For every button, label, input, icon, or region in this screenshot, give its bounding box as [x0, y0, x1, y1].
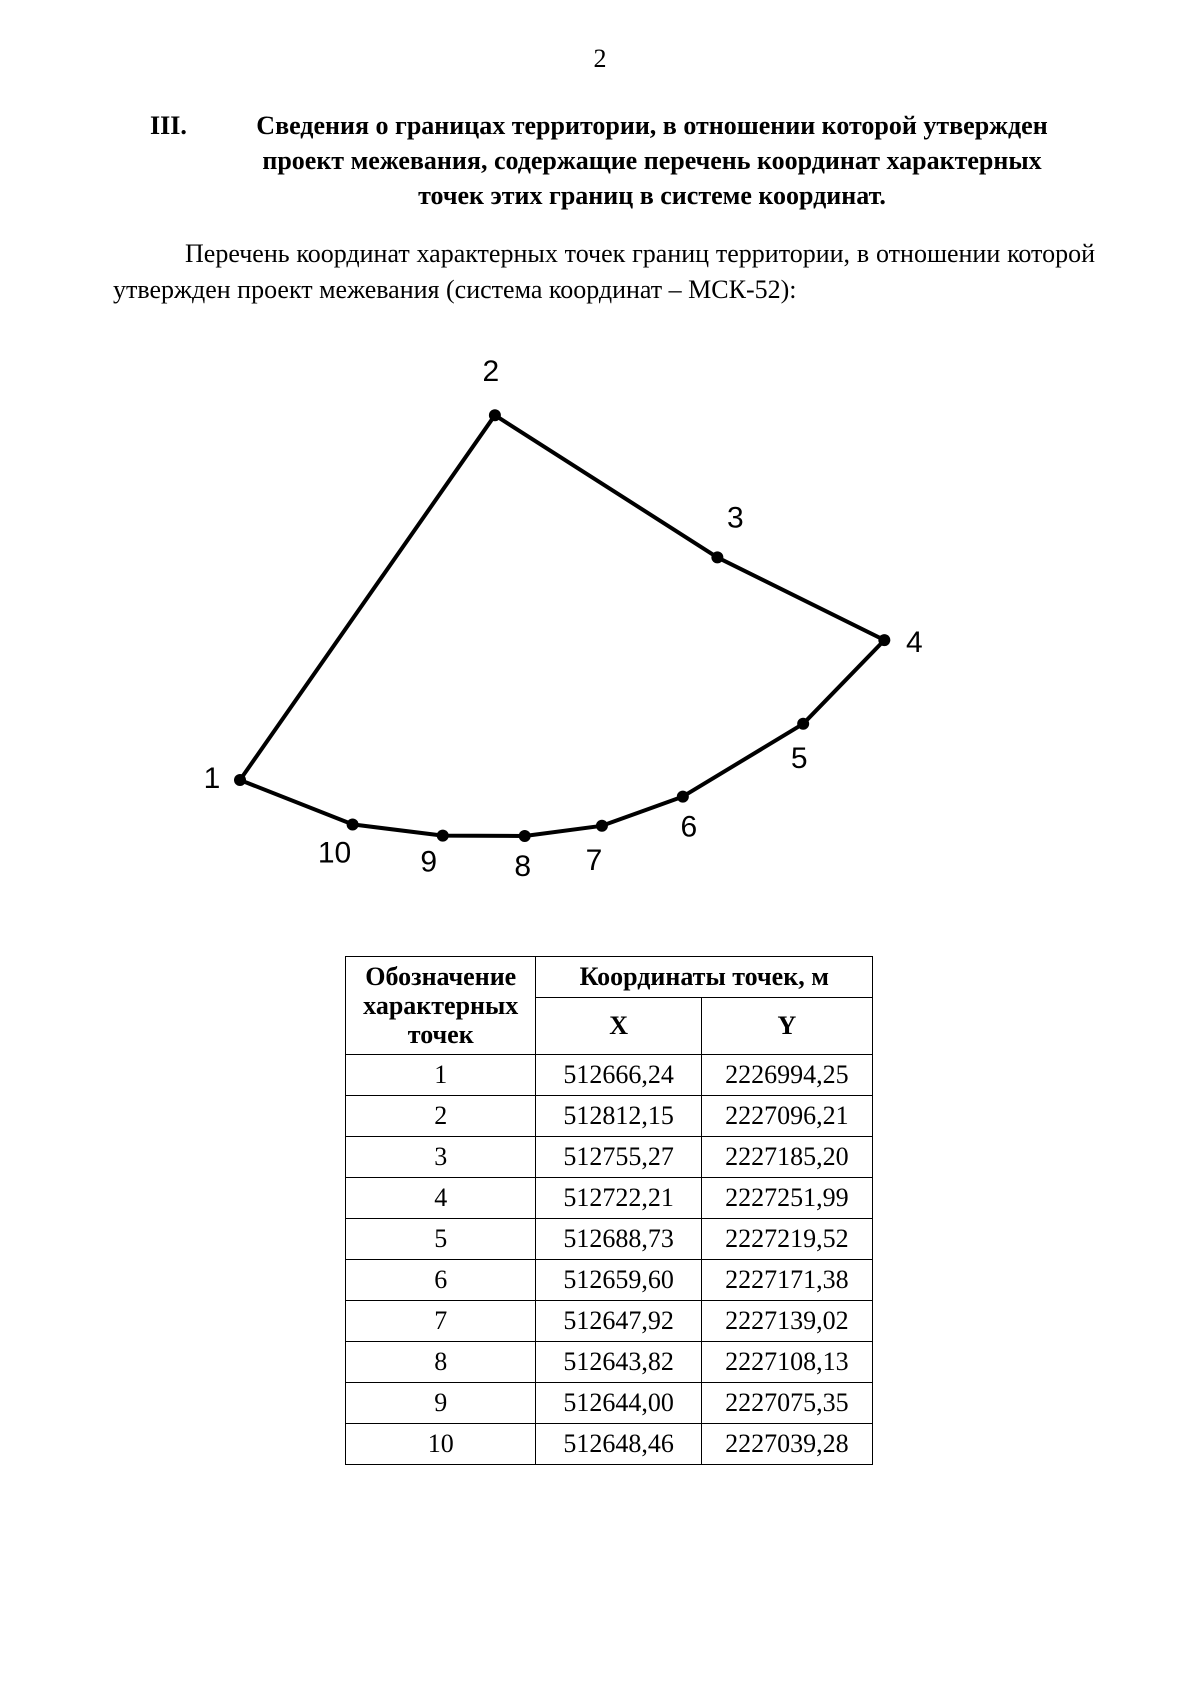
coordinates-header: Координаты точек, м — [536, 957, 873, 998]
boundary-line — [240, 415, 884, 836]
boundary-point-3 — [711, 551, 723, 563]
point-cell: 9 — [346, 1383, 536, 1424]
boundary-point-9 — [437, 830, 449, 842]
y-cell: 2227096,21 — [701, 1096, 872, 1137]
x-header: X — [536, 998, 701, 1055]
table-row — [346, 1055, 873, 1096]
point-cell: 6 — [346, 1260, 536, 1301]
x-cell: 512659,60 — [536, 1260, 701, 1301]
y-cell: 2227139,02 — [701, 1301, 872, 1342]
coordinates-table — [345, 956, 873, 1465]
section-title: Сведения о границах территории, в отношении которой утвержден проект межевания, содержащие перечень координат характерных точек этих границ в системе координат. — [256, 111, 1048, 210]
intro-paragraph: Перечень координат характерных точек границ территории, в отношении которой утвержден проект межевания (система координат – МСК-52): — [113, 239, 1095, 304]
boundary-point-1 — [234, 774, 246, 786]
boundary-point-8 — [519, 830, 531, 842]
table-row — [346, 1219, 873, 1260]
table-row — [346, 1301, 873, 1342]
y-cell: 2227219,52 — [701, 1219, 872, 1260]
point-designation-header: Обозначение характерных точек — [346, 957, 536, 1055]
x-cell: 512643,82 — [536, 1342, 701, 1383]
point-label-3: 3 — [727, 501, 744, 535]
point-cell: 10 — [346, 1424, 536, 1465]
x-cell: 512644,00 — [536, 1383, 701, 1424]
point-label-7: 7 — [585, 843, 603, 877]
x-cell: 512666,24 — [536, 1055, 701, 1096]
y-header: Y — [701, 998, 872, 1055]
section-roman-numeral: III. — [150, 111, 187, 140]
point-label-6: 6 — [680, 810, 698, 844]
table-row — [346, 1342, 873, 1383]
x-cell: 512755,27 — [536, 1137, 701, 1178]
boundary-point-5 — [797, 718, 809, 730]
y-cell: 2227108,13 — [701, 1342, 872, 1383]
boundary-point-10 — [347, 818, 359, 830]
point-cell: 5 — [346, 1219, 536, 1260]
point-label-10: 10 — [317, 836, 352, 870]
point-label-5: 5 — [790, 741, 808, 775]
table-row — [346, 1383, 873, 1424]
y-cell: 2227171,38 — [701, 1260, 872, 1301]
point-cell: 4 — [346, 1178, 536, 1219]
x-cell: 512812,15 — [536, 1096, 701, 1137]
boundary-point-6 — [677, 791, 689, 803]
boundary-points — [234, 409, 890, 842]
section-heading — [150, 108, 1070, 213]
boundary-point-7 — [596, 820, 608, 832]
page-number: 2 — [593, 44, 607, 73]
x-cell: 512688,73 — [536, 1219, 701, 1260]
table-row — [346, 1424, 873, 1465]
y-cell: 2227251,99 — [701, 1178, 872, 1219]
point-label-9: 9 — [420, 845, 438, 879]
x-cell: 512647,92 — [536, 1301, 701, 1342]
boundary-polygon — [240, 415, 884, 836]
y-cell: 2227039,28 — [701, 1424, 872, 1465]
point-label-1: 1 — [203, 762, 221, 795]
point-cell: 7 — [346, 1301, 536, 1342]
table-row — [346, 1096, 873, 1137]
boundary-diagram — [0, 300, 1200, 910]
boundary-point-4 — [878, 634, 890, 646]
table-row — [346, 1260, 873, 1301]
table-row — [346, 1178, 873, 1219]
boundary-point-2 — [489, 409, 501, 421]
point-cell: 3 — [346, 1137, 536, 1178]
point-cell: 2 — [346, 1096, 536, 1137]
boundary-labels — [204, 355, 923, 883]
point-cell: 1 — [346, 1055, 536, 1096]
y-cell: 2226994,25 — [701, 1055, 872, 1096]
y-cell: 2227185,20 — [701, 1137, 872, 1178]
point-label-2: 2 — [482, 355, 500, 389]
point-label-4: 4 — [906, 626, 923, 660]
x-cell: 512722,21 — [536, 1178, 701, 1219]
x-cell: 512648,46 — [536, 1424, 701, 1465]
point-cell: 8 — [346, 1342, 536, 1383]
point-label-8: 8 — [514, 850, 532, 884]
table-row — [346, 1137, 873, 1178]
y-cell: 2227075,35 — [701, 1383, 872, 1424]
